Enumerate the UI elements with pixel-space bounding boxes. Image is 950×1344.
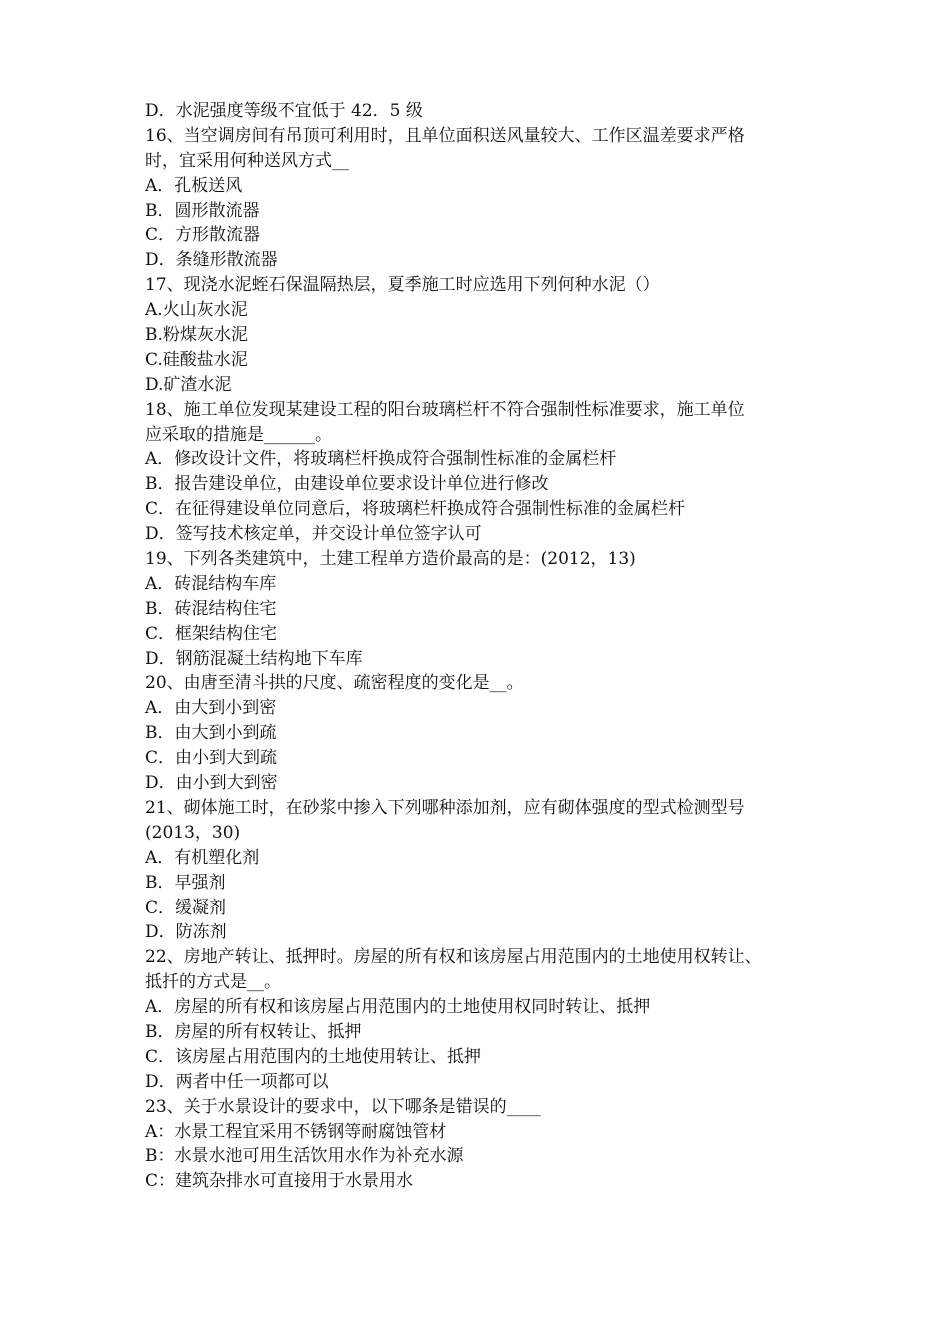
option-b: B.粉煤灰水泥 (145, 325, 248, 346)
option-d: D.矿渣水泥 (145, 374, 232, 395)
option-a: A．由大到小到密 (145, 698, 277, 719)
question-22-stem: 22、房地产转让、抵押时。房屋的所有权和该房屋占用范围内的土地使用权转让、 (145, 947, 762, 968)
option-d: D．防冻剂 (145, 922, 227, 943)
option-c: C．在征得建设单位同意后，将玻璃栏杆换成符合强制性标准的金属栏杆 (145, 499, 686, 520)
question-18-stem: 18、施工单位发现某建设工程的阳台玻璃栏杆不符合强制性标准要求，施工单位 (145, 399, 745, 420)
text-line: D．水泥强度等级不宜低于 42．5 级 (145, 101, 423, 121)
document-page (145, 99, 815, 1194)
option-c: C．框架结构住宅 (145, 623, 278, 644)
option-b: B．砖混结构住宅 (145, 598, 277, 619)
question-16-stem-cont: 时，宜采用何种送风方式__ (145, 150, 349, 171)
option-c: C：建筑杂排水可直接用于水景用水 (145, 1171, 414, 1192)
option-d: D．钢筋混凝土结构地下车库 (145, 648, 363, 669)
option-d: D．两者中任一项都可以 (145, 1071, 329, 1092)
option-d: D．条缝形散流器 (145, 250, 278, 271)
option-b: B．由大到小到疏 (145, 723, 277, 744)
option-b: B．早强剂 (145, 872, 226, 893)
option-a: A．砖混结构车库 (145, 573, 277, 594)
question-18-stem-cont: 应采取的措施是______。 (145, 424, 332, 445)
option-c: C．方形散流器 (145, 225, 261, 246)
option-c: C．该房屋占用范围内的土地使用转让、抵押 (145, 1046, 482, 1067)
question-21-stem: 21、砌体施工时，在砂浆中掺入下列哪种添加剂，应有砌体强度的型式检测型号 (145, 797, 745, 818)
option-c: C．缓凝剂 (145, 897, 227, 918)
option-a: A.火山灰水泥 (145, 300, 248, 321)
question-22-stem-cont: 抵扦的方式是__。 (145, 972, 281, 993)
option-c: C．由小到大到疏 (145, 748, 278, 769)
question-16-stem: 16、当空调房间有吊顶可利用时，且单位面积送风量较大、工作区温差要求严格 (145, 125, 745, 146)
option-b: B．报告建设单位，由建设单位要求设计单位进行修改 (145, 474, 549, 495)
option-a: A．孔板送风 (145, 175, 243, 196)
question-20-stem: 20、由唐至清斗拱的尺度、疏密程度的变化是__。 (145, 673, 524, 694)
option-b: B：水景水池可用生活饮用水作为补充水源 (145, 1146, 464, 1167)
question-21-stem-cont: (2013，30) (145, 822, 241, 843)
option-a: A：水景工程宜采用不锈钢等耐腐蚀管材 (145, 1121, 447, 1142)
question-23-stem: 23、关于水景设计的要求中，以下哪条是错误的____ (145, 1096, 541, 1117)
option-d: D．由小到大到密 (145, 773, 278, 794)
question-19-stem: 19、下列各类建筑中，土建工程单方造价最高的是：(2012，13) (145, 549, 636, 570)
option-c: C.硅酸盐水泥 (145, 349, 248, 370)
option-b: B．圆形散流器 (145, 200, 260, 221)
option-a: A．房屋的所有权和该房屋占用范围内的土地使用权同时转让、抵押 (145, 997, 651, 1018)
option-d: D．签写技术核定单，并交设计单位签字认可 (145, 524, 482, 545)
question-17-stem: 17、现浇水泥蛭石保温隔热层，夏季施工时应选用下列何种水泥（） (145, 275, 660, 296)
option-a: A．有机塑化剂 (145, 847, 260, 868)
option-b: B．房屋的所有权转让、抵押 (145, 1021, 362, 1042)
option-a: A．修改设计文件，将玻璃栏杆换成符合强制性标准的金属栏杆 (145, 449, 617, 470)
